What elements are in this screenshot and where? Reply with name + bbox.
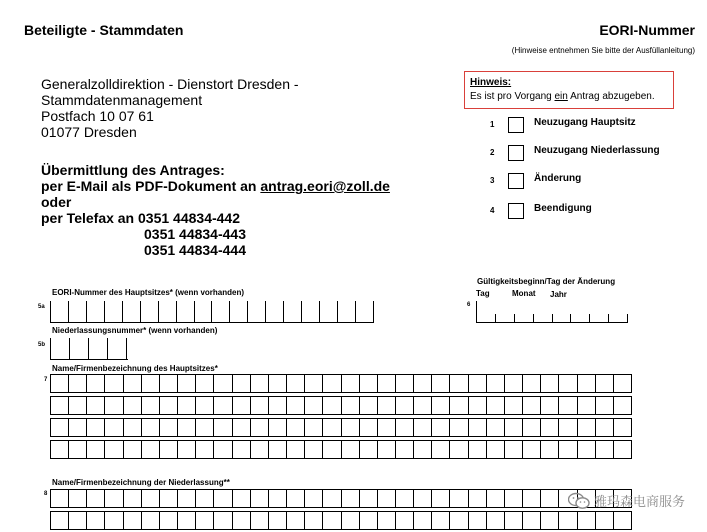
day-label: Tag (476, 289, 490, 298)
form-title: EORI-Nummer (599, 22, 695, 38)
option-change (490, 173, 581, 189)
option-label: Änderung (534, 173, 582, 184)
field-5a-number: 5a (38, 304, 45, 310)
field-8-label: Name/Firmenbezeichnung der Niederlassung** (52, 478, 230, 487)
char-box-row[interactable] (50, 374, 632, 393)
watermark-text: 雅玛森电商服务 (593, 494, 685, 509)
notice-text-before: Es ist pro Vorgang (470, 91, 552, 102)
char-box-row[interactable] (50, 396, 632, 415)
fax-number: 0351 44834-444 (144, 242, 246, 258)
or-text: oder (41, 194, 72, 210)
fax-number: 0351 44834-442 (138, 210, 241, 226)
watermark (568, 491, 685, 510)
field-7-number: 7 (44, 377, 48, 383)
option-checkbox[interactable] (508, 203, 524, 219)
option-checkbox[interactable] (508, 117, 524, 133)
instructions-note: (Hinweise entnehmen Sie bitte der Ausfüllanleitung) (511, 46, 695, 55)
address-line: Stammdatenmanagement (41, 92, 203, 108)
field-6-number: 6 (467, 302, 471, 308)
option-new-branch (490, 145, 660, 161)
validity-date-input[interactable] (476, 301, 628, 323)
email-line (41, 178, 390, 194)
char-box-row[interactable] (50, 440, 632, 459)
fax-prefix: per Telefax an (41, 210, 135, 226)
option-checkbox[interactable] (508, 173, 524, 189)
option-number: 4 (490, 206, 495, 215)
option-number: 1 (490, 120, 495, 129)
email-prefix: per E-Mail als PDF-Dokument an (41, 178, 257, 194)
field-5a-label: EORI-Nummer des Hauptsitzes* (wenn vorhanden) (52, 288, 245, 297)
year-label: Jahr (550, 290, 567, 299)
fax-number: 0351 44834-443 (144, 226, 246, 242)
option-checkbox[interactable] (508, 145, 524, 161)
branch-name-input[interactable] (50, 489, 632, 530)
option-termination (490, 203, 592, 219)
option-number: 3 (490, 176, 495, 185)
transmission-info (41, 162, 390, 258)
headquarters-name-input[interactable] (50, 374, 632, 459)
option-label: Beendigung (534, 203, 592, 214)
notice-text-after: Antrag abzugeben. (570, 91, 655, 102)
field-5b-label: Niederlassungsnummer* (wenn vorhanden) (52, 326, 218, 335)
wechat-icon (568, 492, 590, 510)
form-section-title: Beteiligte - Stammdaten (24, 22, 184, 38)
char-box-row[interactable] (50, 511, 632, 530)
branch-number-input[interactable] (50, 338, 128, 360)
notice-text-underlined: ein (554, 91, 568, 102)
recipient-address (41, 76, 299, 140)
address-line: Postfach 10 07 61 (41, 108, 154, 124)
eori-number-input[interactable] (50, 301, 374, 323)
field-7-label: Name/Firmenbezeichnung des Hauptsitzes* (52, 364, 218, 373)
address-line: 01077 Dresden (41, 124, 137, 140)
char-box-row[interactable] (50, 418, 632, 437)
email-link[interactable]: antrag.eori@zoll.de (260, 178, 390, 194)
address-line: Generalzolldirektion - Dienstort Dresden - (41, 76, 299, 92)
notice-text (470, 90, 668, 104)
month-label: Monat (512, 289, 536, 298)
field-5b-number: 5b (38, 342, 46, 348)
option-label: Neuzugang Niederlassung (534, 145, 660, 156)
field-8-number: 8 (44, 491, 48, 497)
fax-line (41, 210, 390, 226)
field-6-label: Gültigkeitsbeginn/Tag der Änderung (477, 277, 616, 286)
notice-box (464, 71, 674, 109)
transmission-title: Übermittlung des Antrages: (41, 162, 225, 178)
notice-title: Hinweis: (470, 77, 512, 88)
option-number: 2 (490, 148, 495, 157)
option-label: Neuzugang Hauptsitz (534, 117, 636, 128)
char-box-row[interactable] (50, 489, 632, 508)
option-new-headquarters (490, 117, 636, 133)
